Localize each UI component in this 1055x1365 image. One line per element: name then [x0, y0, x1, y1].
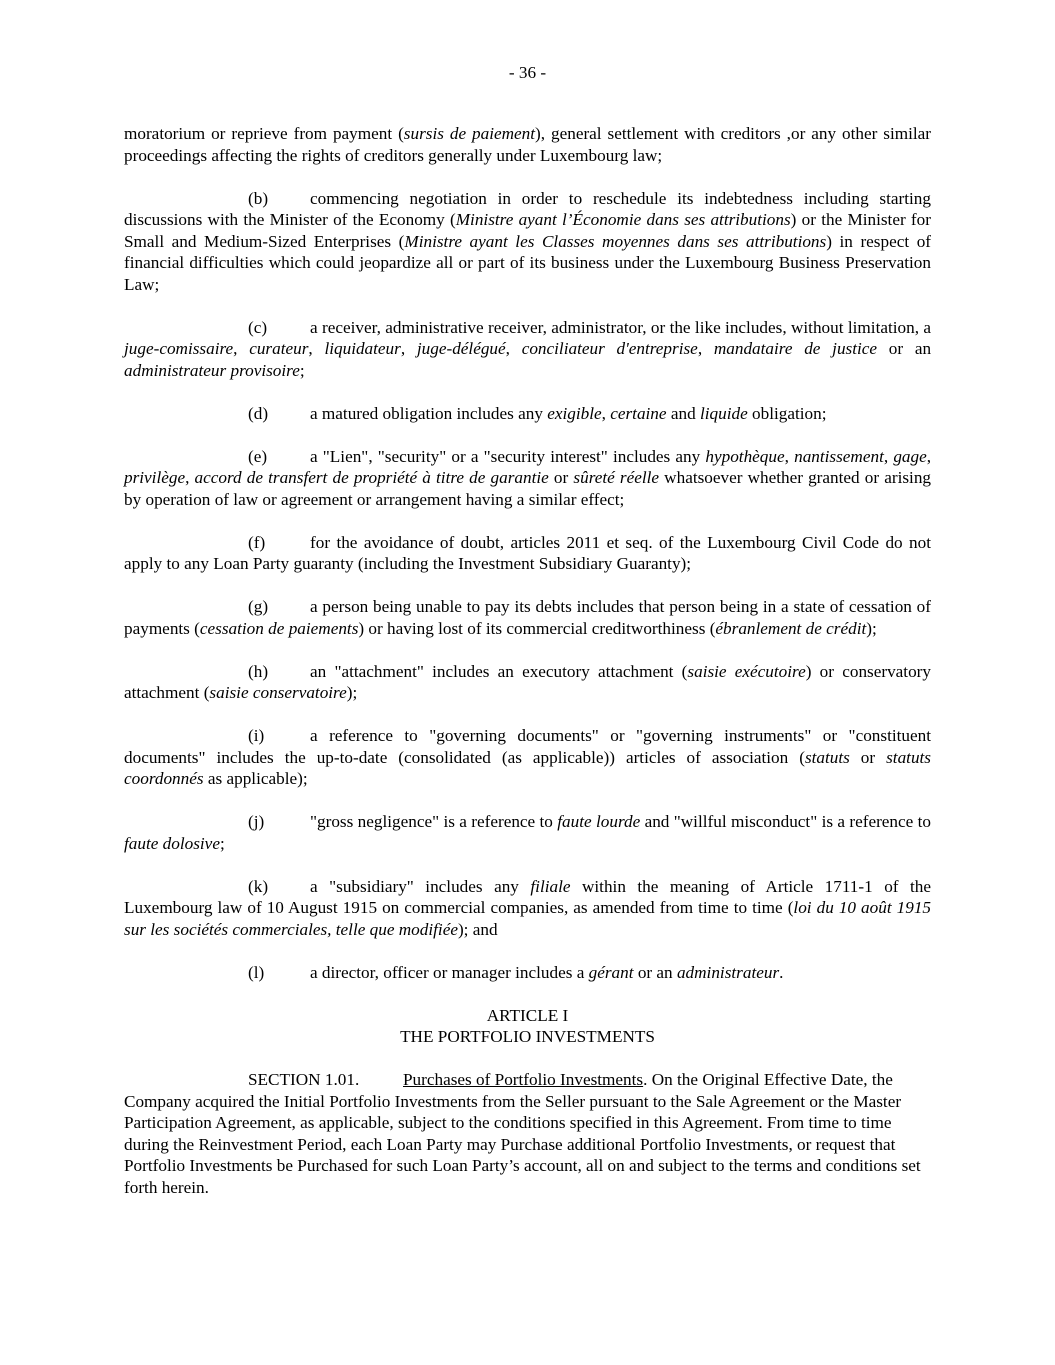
item-label: (c)	[248, 317, 268, 337]
paragraph-f: (f) for the avoidance of doubt, articles 2011 et seq. of the Luxembourg Civil Code do not apply to any Loan Party guaranty (including the Investment Subsidiary Guaranty);	[124, 532, 931, 573]
item-label: (h)	[248, 661, 269, 681]
item-label: (i)	[248, 726, 265, 745]
item-label: (d)	[248, 403, 269, 423]
paragraph-b: (b) commencing negotiation in order to reschedule its indebtedness including starting discussions with the Minister of the Economy (Ministre ayant l’Économie dans ses attributions) or the Minister for Small and Medium-Sized Enterprises (Ministre ayant les Classes moyennes dans ses attributions) in respect of financial difficulties which could jeopardize all or part of its business under the Luxembourg Business Preservation Law;	[124, 188, 932, 294]
paragraph-l: (l) a director, officer or manager includes a gérant or an administrateur.	[248, 962, 784, 982]
section-1-01	[124, 1069, 931, 1198]
section-title: Purchases of Portfolio Investments	[403, 1070, 644, 1089]
document-page	[124, 62, 931, 1220]
section-body: . On the Original Effective Date, the Company acquired the Initial Portfolio Investments from the Seller pursuant to the Sale Agreement or the Master Participation Agreement, as applicable, subject to the conditions specified in this Agreement. From time to time during the Reinvestment Period, each Loan Party may Purchase additional Portfolio Investments, or request that Portfolio Investments be Purchased for such Loan Party’s account, all on and subject to the terms and conditions set forth herein.	[124, 1070, 921, 1197]
paragraph-intro: moratorium or reprieve from payment (sursis de paiement), general settlement with creditors ,or any other similar proceedings affecting the rights of creditors generally under Luxembourg law;	[124, 124, 931, 165]
item-label: (g)	[248, 597, 269, 616]
section-label: SECTION 1.01.	[248, 1070, 360, 1089]
item-label: (k)	[248, 876, 269, 896]
item-label: (j)	[248, 812, 265, 831]
article-title: THE PORTFOLIO INVESTMENTS	[400, 1027, 655, 1046]
paragraph-c: (c) a receiver, administrative receiver, administrator, or the like includes, without limitation, a juge-comissaire, curateur, liquidateur, juge-délégué, conciliateur d'entreprise, mandataire de justice or an administrateur provisoire;	[124, 317, 932, 380]
article-number: ARTICLE I	[486, 1005, 569, 1025]
page-number: - 36 -	[508, 63, 547, 82]
item-label: (l)	[248, 962, 265, 982]
item-label: (e)	[248, 446, 268, 466]
paragraph-d: (d) a matured obligation includes any exigible, certaine and liquide obligation;	[248, 403, 827, 423]
paragraph-j: (j) "gross negligence" is a reference to faute lourde and "willful misconduct" is a reference to faute dolosive;	[124, 812, 931, 853]
paragraph-k: (k) a "subsidiary" includes any filiale within the meaning of Article 1711-1 of the Luxembourg law of 10 August 1915 on commercial companies, as amended from time to time (loi du 10 août 1915 sur les sociétés commerciales, telle que modifiée); and	[124, 876, 932, 939]
paragraph-h: (h) an "attachment" includes an executory attachment (saisie exécutoire) or conservatory attachment (saisie conservatoire);	[124, 661, 931, 702]
item-label: (b)	[248, 188, 269, 208]
paragraph-i: (i) a reference to "governing documents" or "governing instruments" or "constituent documents" includes the up-to-date (consolidated (as applicable)) articles of association (statuts or statuts coordonnés as applicable);	[124, 726, 931, 788]
paragraph-e: (e) a "Lien", "security" or a "security interest" includes any hypothèque, nantissement, gage, privilège, accord de transfert de propriété à titre de garantie or sûreté réelle whatsoever whether granted or arising by operation of law or agreement or arrangement having a similar effect;	[124, 446, 932, 509]
paragraph-g: (g) a person being unable to pay its debts includes that person being in a state of cessation of payments (cessation de paiements) or having lost of its commercial creditworthiness (ébranlement de crédit);	[124, 597, 931, 638]
item-label: (f)	[248, 532, 266, 552]
article-heading	[124, 1005, 931, 1048]
